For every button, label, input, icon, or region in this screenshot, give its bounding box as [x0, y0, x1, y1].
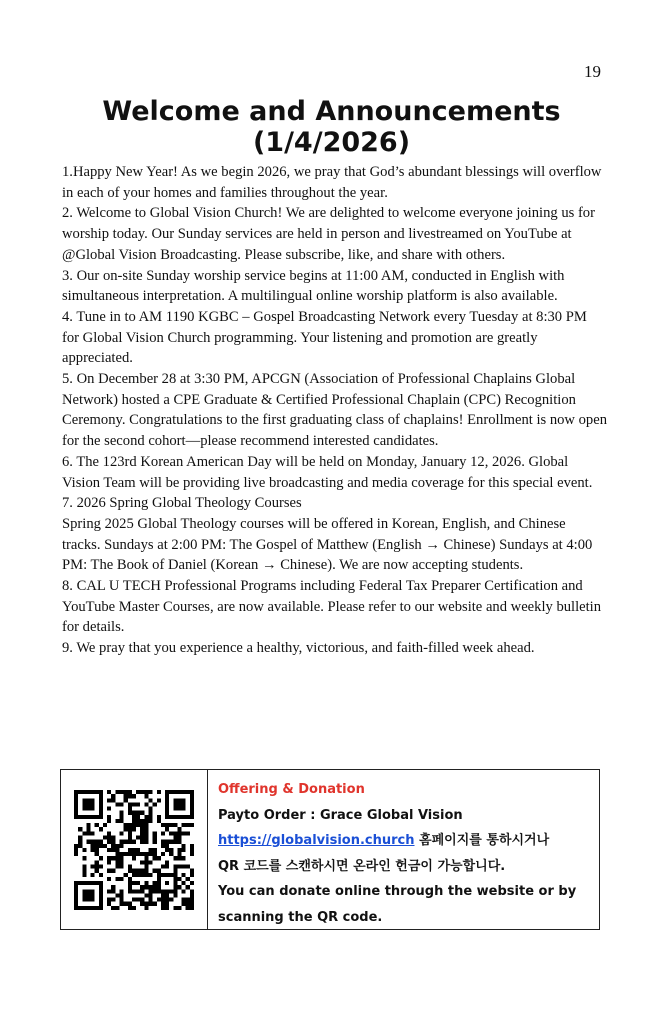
announcement-9: 9. We pray that you experience a healthy, victorious, and faith-filled week ahead. [62, 640, 535, 657]
korean-line-1-suffix: 홈페이지를 통하시거나 [414, 833, 550, 848]
offering-box [60, 769, 600, 930]
english-line-2: scanning the QR code. [218, 909, 383, 925]
announcement-8: 8. CAL U TECH Professional Programs including Federal Tax Preparer Certification and YouTube Master Courses, are now available. Please refer to our website and weekly bulletin for details. [62, 578, 602, 636]
qr-code-icon[interactable] [74, 790, 194, 910]
announcement-4: 4. Tune in to AM 1190 KGBC – Gospel Broadcasting Network every Tuesday at 8:30 PM for Global Vision Church programming. Your listening and promotion are greatly appreciated. [62, 308, 587, 367]
announcement-5: 5. On December 28 at 3:30 PM, APCGN (Association of Professional Chaplains Global Network) hosted a CPE Graduate & Certified Professional Chaplain (CPC) Recognition Ceremony. Congratulations to the first graduating class of chaplains! Enrollment is now open for the second cohort—please recommend interested candidates. [62, 371, 607, 450]
payto-order: Payto Order : Grace Global Vision [218, 807, 463, 823]
english-line-1: You can donate online through the website or by [218, 884, 577, 899]
qr-code-cell [61, 770, 208, 929]
page-title-line-1: Welcome and Announcements [102, 96, 561, 127]
announcement-6: 6. The 123rd Korean American Day will be held on Monday, January 12, 2026. Global Vision Team will be providing live broadcasting and media coverage for this special event. [62, 453, 593, 491]
offering-info [208, 770, 599, 929]
announcement-3: 3. Our on-site Sunday worship service begins at 11:00 AM, conducted in English with simultaneous interpretation. A multilingual online worship platform is also available. [62, 267, 565, 305]
announcements [62, 162, 607, 659]
announcement-7-heading: 7. 2026 Spring Global Theology Courses [62, 495, 302, 512]
page-number: 19 [584, 62, 601, 81]
page-title [0, 96, 663, 158]
korean-line-2: QR 코드를 스캔하시면 온라인 헌금이 가능합니다. [218, 858, 506, 874]
announcement-2: 2. Welcome to Global Vision Church! We are delighted to welcome everyone joining us for worship today. Our Sunday services are held in person and livestreamed on YouTube at @Global Vision Broadcasting. Please subscribe, like, and share with others. [62, 205, 595, 263]
website-link[interactable]: https://globalvision.church [218, 833, 415, 848]
announcement-1: 1.Happy New Year! As we begin 2026, we pray that God’s abundant blessings will overflow in each of your homes and families throughout the year. [62, 164, 602, 201]
offering-title: Offering & Donation [218, 782, 365, 797]
announcement-7-body: Spring 2025 Global Theology courses will be offered in Korean, English, and Chinese tracks. Sundays at 2:00 PM: The Gospel of Matthew (English → Chinese) Sundays at 4:00 PM: The Book of Daniel (Korean → Chinese). We are now accepting students. [62, 515, 593, 574]
korean-line-1 [218, 828, 591, 854]
page-title-line-2: (1/4/2026) [252, 127, 411, 158]
